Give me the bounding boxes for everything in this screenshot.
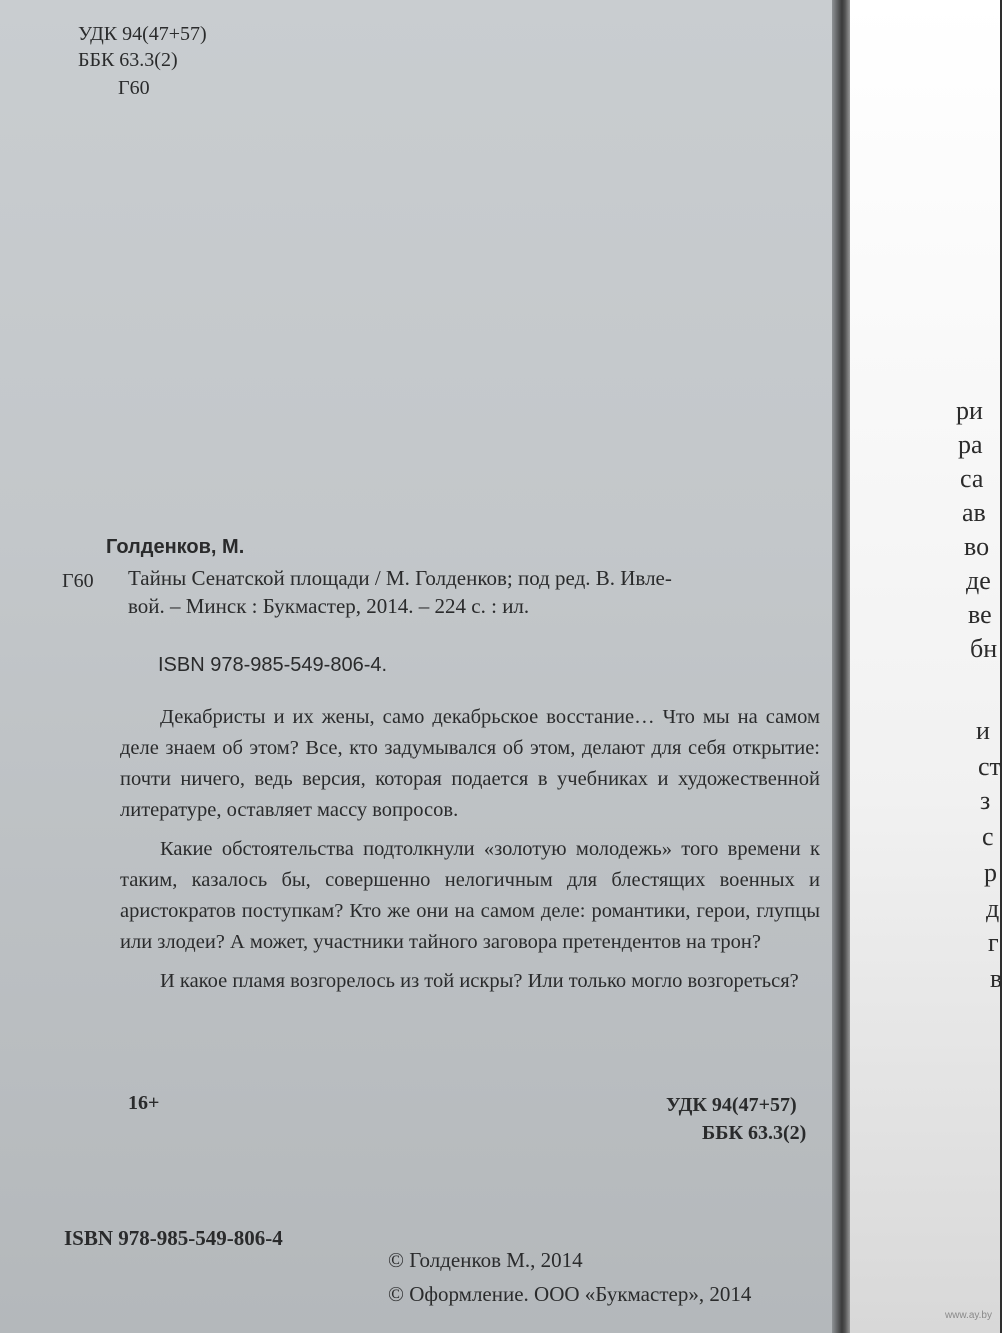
right-page-fragment: р: [984, 858, 997, 887]
watermark: www.ay.by: [944, 1310, 992, 1321]
bbk-top: ББК 63.3(2): [78, 49, 178, 71]
bbk-bottom: ББК 63.3(2): [702, 1122, 807, 1144]
right-page-fragment: во: [964, 532, 990, 561]
right-page-fragment: ра: [958, 430, 983, 459]
bibliographic-line-2: вой. – Минск : Букмастер, 2014. – 224 с. : ил.: [128, 594, 530, 618]
author-code: Г60: [62, 570, 94, 592]
right-page-fragment: бн: [970, 634, 998, 663]
udk-bottom: УДК 94(47+57): [666, 1094, 797, 1116]
right-page-fragment: де: [966, 566, 991, 595]
annotation-paragraph: Какие обстоятельства подтолкнули «золотую молодежь» того времени к таким, казалось бы, совершенно нелогичным для блестящих военных и аристократов поступкам? Кто же они на самом деле: романтики, герои, глупцы или злодеи? А может, участники тайного заговора претендентов на трон?: [120, 838, 820, 953]
right-page-fragment: з: [980, 786, 991, 815]
isbn-bottom: ISBN 978-985-549-806-4: [64, 1226, 283, 1250]
annotation-paragraph: И какое пламя возгорелось из той искры? Или только могло возгореться?: [160, 970, 799, 992]
right-page-fragment: д: [986, 894, 1000, 923]
right-page-fragment: ст: [978, 752, 1001, 781]
right-page-fragment: са: [960, 464, 984, 493]
copyright-author: © Голденков М., 2014: [388, 1248, 583, 1272]
author-heading: Голденков, М.: [106, 536, 245, 558]
right-page-fragment: ри: [956, 396, 983, 425]
right-page-fragment: в: [990, 964, 1002, 993]
age-rating: 16+: [128, 1092, 160, 1114]
right-page-fragment: ве: [968, 600, 992, 629]
isbn-entry: ISBN 978-985-549-806-4.: [158, 654, 388, 676]
author-code-top: Г60: [118, 77, 150, 99]
right-page: [850, 0, 1000, 1333]
annotation: [120, 702, 820, 1005]
right-page-fragment: и: [976, 716, 990, 745]
right-page-fragment: г: [988, 928, 999, 957]
udk-top: УДК 94(47+57): [78, 23, 207, 45]
bibliographic-line-1: Тайны Сенатской площади / М. Голденков; под ред. В. Ивле-: [128, 566, 672, 590]
right-page-fragment: с: [982, 822, 994, 851]
right-page-fragment: ав: [962, 498, 986, 527]
copyright-design: © Оформление. ООО «Букмастер», 2014: [388, 1282, 752, 1306]
annotation-paragraph: Декабристы и их жены, само декабрьское восстание… Что мы на самом деле знаем об этом? Все, кто задумывался об этом, делают для себя открытие: почти ничего, ведь версия, которая подается в учебниках и художественной литературе, оставляет массу вопросов.: [120, 706, 820, 821]
